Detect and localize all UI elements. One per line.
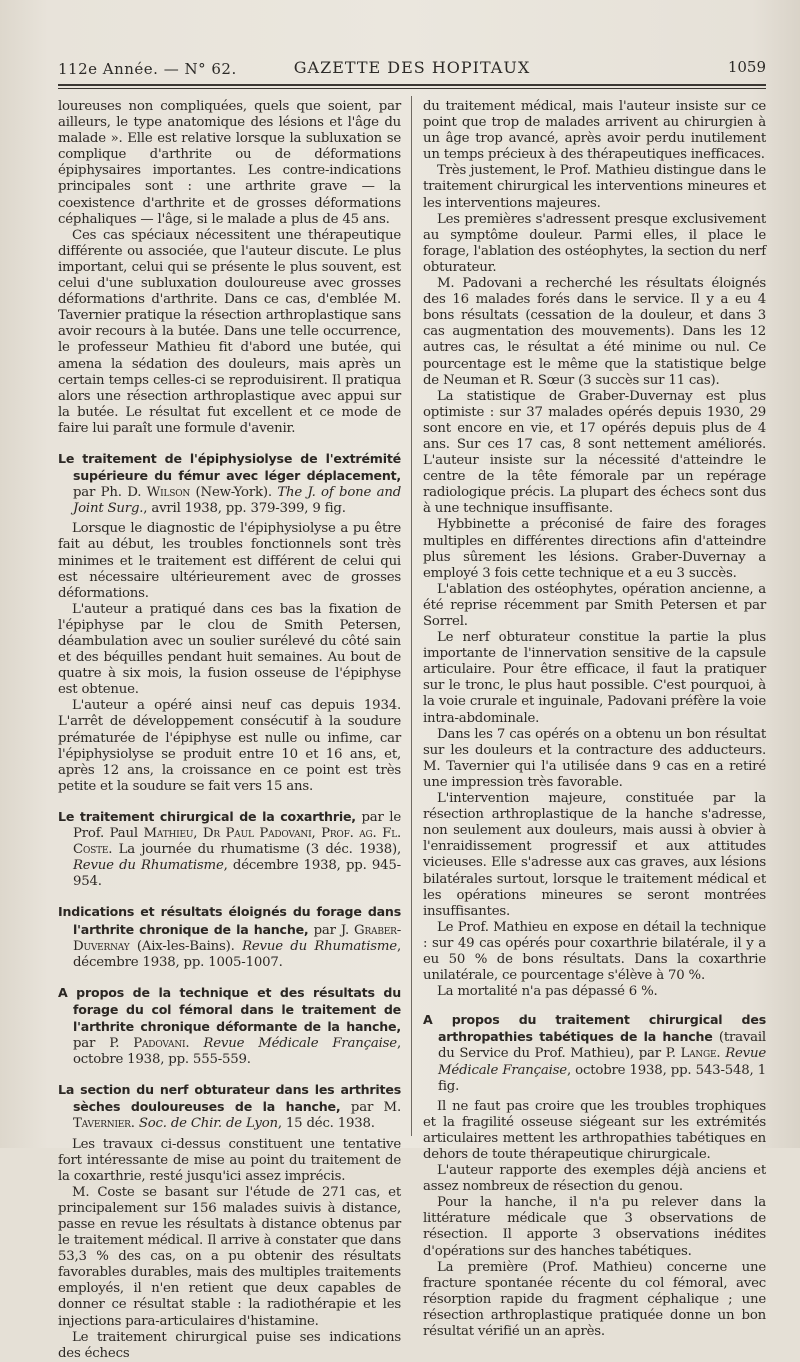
article-journal: Revue Médicale Française bbox=[203, 1036, 397, 1052]
paragraph: Les travaux ci-dessus constituent une tentative fort intéressante de mise au point du traitement de la coxarthrie, resté jusqu'ici assez imprécis. bbox=[58, 1136, 401, 1184]
paragraph: Ces cas spéciaux nécessitent une thérapeutique différente ou associée, que l'auteur discute. Le plus important, celui qui se présente le plus souvent, est celui d'une subluxation douloureuse avec grosses déformations d'arthrite. Dans ce cas, d'emblée M. Tavernier pratique la résection arthroplastique sans avoir recours à la butée. Dans une telle occurrence, le professeur Mathieu fit d'abord une butée, qui amena la sédation des douleurs, mais après un certain temps celles-ci se reproduisirent. Il pratiqua alors une résection arthroplastique avec appui sur la butée. Le résultat fut excellent et ce mode de faire lui paraît une formule d'avenir. bbox=[58, 227, 401, 436]
paragraph: L'auteur a pratiqué dans ces bas la fixation de l'épiphyse par le clou de Smith Petersen, déambulation avec un soulier surélevé du côté sain et des béquilles pendant huit semaines. Au bout de quatre à six mois, la fusion osseuse de l'épiphyse est obtenue. bbox=[58, 601, 401, 698]
article-heading: Le traitement de l'épiphysiolyse de l'extrémité supérieure du fémur avec léger déplacement, par Ph. D. Wilson (New-York). The J. of bone and Joint Surg., avril 1938, pp. 379-399, 9 fig. bbox=[58, 450, 402, 517]
article-author: Lange bbox=[680, 1046, 717, 1062]
article-author: Graber-Duvernay bbox=[73, 922, 401, 954]
issue-number: 112e Année. — N° 62. bbox=[58, 60, 237, 78]
paragraph: L'ablation des ostéophytes, opération ancienne, a été reprise récemment par Smith Petersen et par Sorrel. bbox=[423, 581, 766, 629]
article-title: Le traitement de l'épiphysiolyse de l'extrémité supérieure du fémur avec léger déplacement, bbox=[58, 450, 401, 484]
paragraph: La statistique de Graber-Duvernay est plus optimiste : sur 37 malades opérés depuis 1930, 29 sont encore en vie, et 17 opérés depuis plus de 4 ans. Sur ces 17 cas, 8 sont nettement améliorés. L'auteur insiste sur la nécessité d'atteindre le centre de la tête fémorale par un repérage radiologique précis. La plupart des échecs sont dus à une technique insuffisante. bbox=[423, 388, 766, 517]
header-rule-thin bbox=[58, 88, 766, 89]
paragraph: La mortalité n'a pas dépassé 6 %. bbox=[437, 984, 658, 1000]
paragraph: Lorsque le diagnostic de l'épiphysiolyse a pu être fait au début, les troubles fonctionnels sont très minimes et le traitement est différent de celui qui est nécessaire ultérieurement avec de grosses déformations. bbox=[58, 521, 401, 601]
article-journal: Revue du Rhumatisme bbox=[73, 858, 224, 874]
article-title: Le traitement chirurgical de la coxarthrie, bbox=[58, 808, 356, 824]
article-heading: La section du nerf obturateur dans les arthrites sèches douloureuses de la hanche, par M. Tavernier. Soc. de Chir. de Lyon, 15 déc. 1938. bbox=[58, 1082, 401, 1132]
paragraph: M. Coste se basant sur l'étude de 271 cas, et principalement sur 156 malades suivis à distance, passe en revue les résultats à distance obtenus par le traitement médical. Il arrive à constater que dans 53,3 % des cas, on a pu obtenir des résultats favorables durables, mais des multiples traitements employés, il n'en retient que deux capables de donner ce résultat stable : la radiothérapie et les injections para-articulaires d'histamine. bbox=[58, 1184, 401, 1329]
article-heading: Le traitement chirurgical de la coxarthrie, par le Prof. Paul Mathieu, Dr Paul Padovani, Prof. ag. Fl. Coste. La journée du rhumatisme (3 déc. 1938), Revue du Rhumatisme, décembre 1938, pp. 945-954. bbox=[58, 808, 401, 890]
paragraph: loureuses non compliquées, quels que soient, par ailleurs, le type anatomique des lésions et l'âge du malade ». Elle est relative lorsque la subluxation se complique d'arthrite ou de déformations épiphysaires importantes. Les contre-indications principales sont : une arthrite grave — la coexistence d'arthrite et de grosses déformations céphaliques — l'âge, si le malade a plus de 45 ans. bbox=[58, 99, 401, 227]
article-title: Indications et résultats éloignés du forage dans l'arthrite chronique de la hanche, bbox=[58, 904, 401, 937]
right-column bbox=[423, 99, 766, 1340]
paragraph: Dans les 7 cas opérés on a obtenu un bon résultat sur les douleurs et la contracture des adducteurs. M. Tavernier qui l'a utilisée dans 9 cas en a retiré une impression très favorable. bbox=[423, 726, 766, 790]
paragraph: Les premières s'adressent presque exclusivement au symptôme douleur. Parmi elles, il place le forage, l'ablation des ostéophytes, la section du nerf obturateur. bbox=[423, 211, 766, 275]
paragraph: L'auteur rapporte des exemples déjà anciens et assez nombreux de résection du genou. bbox=[423, 1163, 766, 1195]
article-author: Mathieu, Dr Paul Padovani, Prof. ag. Fl. Coste bbox=[73, 826, 401, 858]
article-author: Tavernier bbox=[73, 1116, 131, 1132]
paragraph: M. Padovani a recherché les résultats éloignés des 16 malades forés dans le service. Il y a eu 4 bons résultats (cessation de la douleur, et dans 3 cas augmentation des mouvements). Dans les 12 autres cas, le résultat a été minime ou nul. Ce pourcentage est le même que la statistique belge de Neuman et R. Sœur (3 succès sur 11 cas). bbox=[423, 276, 766, 388]
paragraph: Hybbinette a préconisé de faire des forages multiples en différentes directions afin d'atteindre plus sûrement les lésions. Graber-Duvernay a employé 3 fois cette technique et a eu 3 succès. bbox=[423, 517, 766, 581]
journal-title: GAZETTE DES HOPITAUX bbox=[293, 58, 531, 77]
column-divider bbox=[411, 96, 412, 1136]
article-journal: The J. of bone and Joint Surg. bbox=[73, 485, 402, 517]
article-title: La section du nerf obturateur dans les arthrites sèches douloureuses de la hanche, bbox=[58, 1082, 401, 1115]
article-title: A propos de la technique et des résultats du forage du col fémoral dans le traitement de l'arthrite chronique déformante de la hanche, bbox=[58, 984, 401, 1034]
paragraph: Le nerf obturateur constitue la partie la plus importante de l'innervation sensitive de la capsule articulaire. Pour être efficace, il faut la pratiquer sur le tronc, le plus haut possible. C'est pourquoi, à la voie crurale et inguinale, Padovani préfère la voie intra-abdominale. bbox=[423, 630, 766, 726]
page-number: 1059 bbox=[727, 58, 766, 76]
paragraph: La première (Prof. Mathieu) concerne une fracture spontanée récente du col fémoral, avec résorption rapide du fragment céphalique ; une résection arthroplastique pratiquée donne un bon résultat vérifié un an après. bbox=[423, 1259, 766, 1340]
article-journal: Revue du Rhumatisme bbox=[242, 938, 397, 954]
running-header bbox=[58, 56, 766, 82]
article-title: A propos du traitement chirurgical des arthropathies tabétiques de la hanche bbox=[423, 1012, 766, 1045]
paragraph: L'auteur a opéré ainsi neuf cas depuis 1934. L'arrêt de développement consécutif à la soudure prématurée de l'épiphyse est nulle ou infime, car l'épiphysiolyse se produit entre 10 et 16 ans, et, après 12 ans, la croissance en ce point est très petite et la soudure se fait vers 15 ans. bbox=[58, 698, 401, 794]
paragraph: du traitement médical, mais l'auteur insiste sur ce point que trop de malades arrivent au chirurgien à un âge trop avancé, après avoir perdu inutilement un temps précieux à des thérapeutiques inefficaces. bbox=[423, 99, 766, 163]
paragraph: Très justement, le Prof. Mathieu distingue dans le traitement chirurgical les interventions mineures et les interventions majeures. bbox=[423, 163, 766, 211]
left-column bbox=[58, 99, 401, 1362]
paragraph: Il ne faut pas croire que les troubles trophiques et la fragilité osseuse siégeant sur les extrémités articulaires mettent les arthropathies tabétiques en dehors de toute thérapeutique chirurgicale. bbox=[423, 1098, 766, 1162]
article-heading: Indications et résultats éloignés du forage dans l'arthrite chronique de la hanche, par J. Graber-Duvernay (Aix-les-Bains). Revue du Rhumatisme, décembre 1938, pp. 1005-1007. bbox=[58, 904, 401, 970]
paragraph: L'intervention majeure, constituée par la résection arthroplastique de la hanche s'adresse, non seulement aux douleurs, mais aussi à obvier à l'enraidissement progressif et aux attitudes vicieuses. Elle s'adresse aux cas graves, aux lésions bilatérales surtout, lorsque le traitement médical et les opérations mineures se seront montrées insuffisantes. bbox=[423, 791, 766, 919]
article-author: Wilson bbox=[146, 485, 191, 501]
article-journal: Soc. de Chir. de Lyon bbox=[138, 1116, 278, 1132]
article-heading: A propos du traitement chirurgical des arthropathies tabétiques de la hanche (travail du Service du Prof. Mathieu), par P. Lange. Revue Médicale Française, octobre 1938, pp. 543-548, 1 fig. bbox=[423, 1012, 767, 1094]
header-rule-thick bbox=[58, 84, 766, 86]
article-journal: Revue Médicale Française bbox=[438, 1046, 767, 1078]
paragraph: Pour la hanche, il n'a pu relever dans la littérature médicale que 3 observations de résection. Il apporte 3 observations inédites d'opérations sur des hanches tabétiques. bbox=[423, 1195, 766, 1259]
article-author: Padovani bbox=[133, 1036, 186, 1052]
paragraph: Le Prof. Mathieu en expose en détail la technique : sur 49 cas opérés pour coxarthrie bilatérale, il y a eu 50 % de bons résultats. Dans la coxarthrie unilatérale, ce pourcentage s'élève à 70 %. bbox=[423, 919, 766, 984]
article-heading: A propos de la technique et des résultats du forage du col fémoral dans le traitement de l'arthrite chronique déformante de la hanche, par P. Padovani. Revue Médicale Française, octobre 1938, pp. 555-559. bbox=[58, 984, 401, 1068]
paragraph: Le traitement chirurgical puise ses indications des échecs bbox=[58, 1329, 401, 1361]
